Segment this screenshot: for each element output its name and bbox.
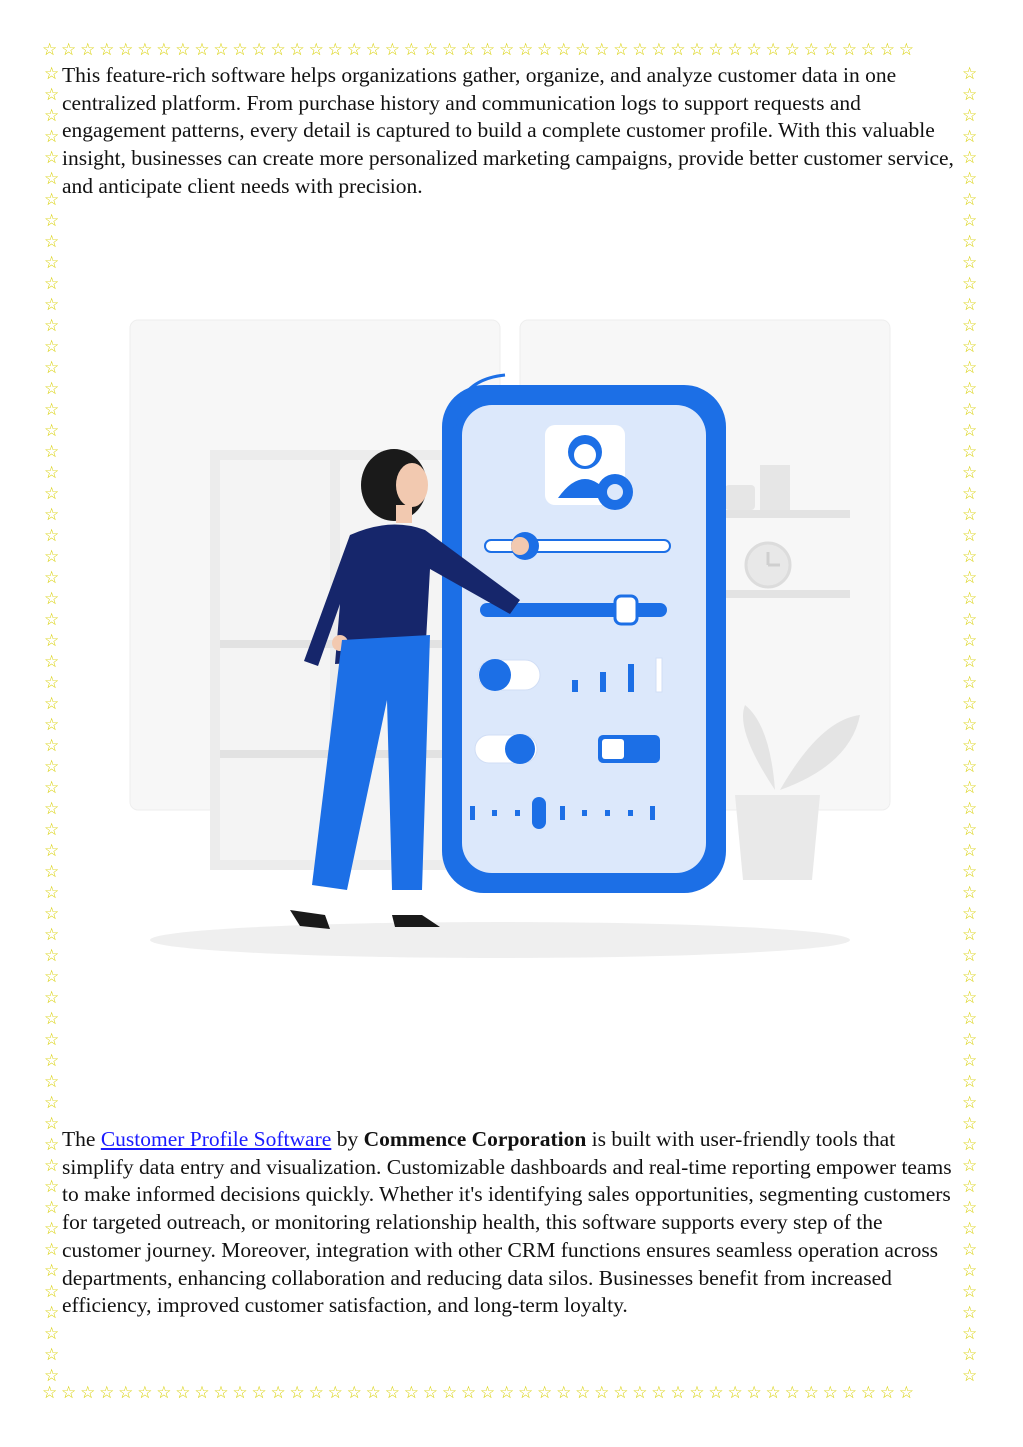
body-lead: The xyxy=(62,1127,101,1151)
customer-profile-illustration xyxy=(120,310,900,990)
intro-paragraph: This feature-rich software helps organizations gather, organize, and analyze customer data in one centralized platform. From purchase history and communication logs to support requests and engagement patterns, every detail is captured to build a complete customer profile. With this valuable insight, businesses can create more personalized marketing campaigns, provide better customer service, and anticipate client needs with precision. xyxy=(62,63,954,198)
company-name: Commence Corporation xyxy=(363,1127,587,1151)
star-border-bottom: ☆☆☆☆☆☆☆☆☆☆☆☆☆☆☆☆☆☆☆☆☆☆☆☆☆☆☆☆☆☆☆☆☆☆☆☆☆☆☆☆☆☆☆☆☆☆ xyxy=(42,1383,918,1403)
body-mid: by xyxy=(331,1127,364,1151)
body-rest: is built with user-friendly tools that simplify data entry and visualization. Customizable dashboards and real-time reporting empower teams to make informed decisions quickly. Whether it's identifying sales opportunities, segmenting customers for targeted outreach, or monitoring relationship health, this software supports every step of the customer journey. Moreover, integration with other CRM functions ensures seamless operation across departments, enhancing collaboration and reducing data silos. Businesses benefit from increased efficiency, improved customer satisfaction, and long-term loyalty. xyxy=(62,1127,952,1318)
customer-profile-software-link[interactable]: Customer Profile Software xyxy=(100,1127,332,1151)
star-border-left: ☆☆☆☆☆☆☆☆☆☆☆☆☆☆☆☆☆☆☆☆☆☆☆☆☆☆☆☆☆☆☆☆☆☆☆☆☆☆☆☆☆☆☆☆☆☆☆☆☆☆☆☆☆☆☆☆☆☆☆☆☆☆☆ xyxy=(44,64,60,1384)
star-border-top: ☆☆☆☆☆☆☆☆☆☆☆☆☆☆☆☆☆☆☆☆☆☆☆☆☆☆☆☆☆☆☆☆☆☆☆☆☆☆☆☆☆☆☆☆☆☆ xyxy=(42,40,918,60)
star-border-right: ☆☆☆☆☆☆☆☆☆☆☆☆☆☆☆☆☆☆☆☆☆☆☆☆☆☆☆☆☆☆☆☆☆☆☆☆☆☆☆☆☆☆☆☆☆☆☆☆☆☆☆☆☆☆☆☆☆☆☆☆☆☆☆ xyxy=(962,64,978,1384)
gear-icon xyxy=(597,474,633,510)
body-paragraph xyxy=(62,1126,962,1320)
